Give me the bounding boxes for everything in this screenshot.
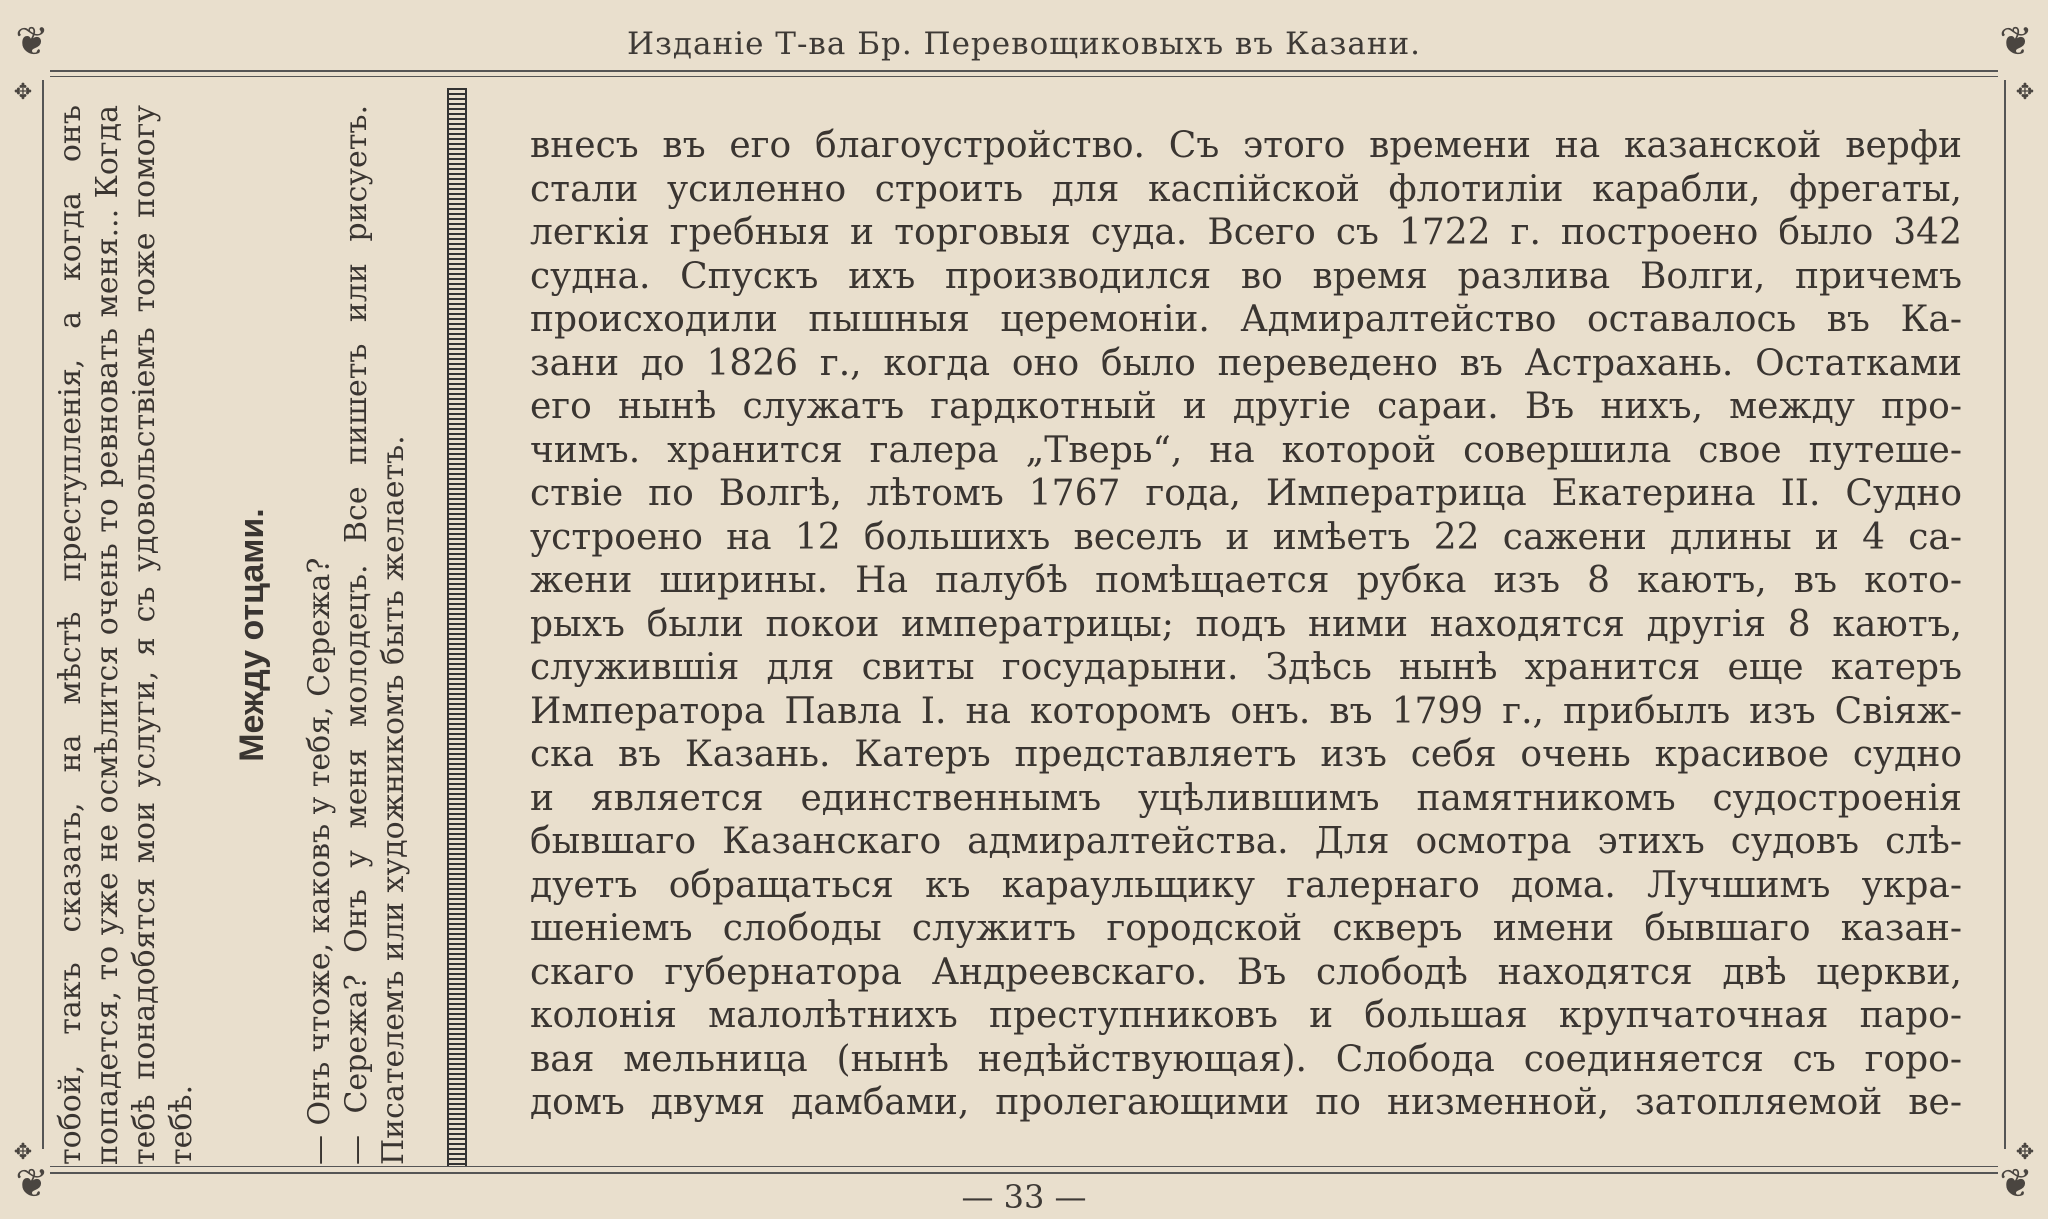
text-line: скаго губернатора Андреевскаго. Въ слободѣ находятся двѣ церкви,: [530, 951, 1962, 993]
text-line: Императора Павла I. на которомъ онъ. въ 1799 г., прибылъ изъ Свiяж-: [530, 690, 1962, 732]
text-line: рыхъ были покои императрицы; подъ ними находятся другiя 8 каютъ,: [530, 603, 1962, 645]
top-rule: [50, 70, 1998, 72]
text-line: вая мельница (нынѣ недѣйствующая). Слобода соединяется съ горо-: [530, 1038, 1962, 1080]
text-line: легкiя гребныя и торговыя суда. Всего съ 1722 г. построено было 342: [530, 212, 1962, 253]
text-line: домъ двумя дамбами, пролегающими по низменной, затопляемой ве-: [530, 1082, 1962, 1123]
text-line: жени ширины. На палубѣ помѣщается рубка изъ 8 каютъ, въ кото-: [530, 560, 1962, 601]
left-rule: [42, 80, 44, 1149]
corner-ornament-icon: ❦: [15, 19, 49, 65]
text-line: служившiя для свиты государыни. Здѣсь нынѣ хранится еще катеръ: [530, 647, 1962, 688]
dialogue-line: — Сережа? Онъ у меня молодецъ. Все пишетъ или рисуетъ. Писателемъ или художникомъ быть желаетъ.: [339, 105, 411, 1165]
bottom-rule: [50, 1172, 1998, 1174]
text-line: его нынѣ служатъ гардкотный и другiе сараи. Въ нихъ, между про-: [530, 386, 1962, 427]
corner-ornament-icon: ❦: [1999, 19, 2033, 65]
left-paragraph: тобой, такъ сказать, на мѣстѣ преступленiя, а когда онъ попадется, то уже не осмѣлится очень то ревновать меня... Когда тебѣ понадобятся мои услуги, я съ удовольствiемъ тоже помогу тебѣ.: [53, 105, 199, 1165]
corner-ornament-icon: ❦: [15, 1161, 49, 1207]
text-line: судна. Спускъ ихъ производился во время разлива Волги, причемъ: [530, 255, 1962, 297]
corner-ornament-icon: ❦: [1999, 1161, 2033, 1207]
page-header: Изданiе Т-ва Бр. Перевощиковыхъ въ Казани.: [626, 26, 1422, 62]
text-line: ствiе по Волгѣ, лѣтомъ 1767 года, Императрица Екатерина II. Судно: [530, 473, 1962, 514]
left-rotated-column: [52, 105, 422, 1165]
edge-ornament-icon: ✥: [13, 1140, 33, 1165]
text-line: зани до 1826 г., когда оно было переведено въ Астрахань. Остатками: [530, 342, 1962, 384]
text-line: дуетъ обращаться къ караульщику галернаго дома. Лучшимъ укра-: [530, 864, 1962, 906]
text-line: колонiя малолѣтнихъ преступниковъ и большая крупчаточная паро-: [530, 995, 1962, 1036]
text-line: ска въ Казань. Катеръ представляетъ изъ себя очень красивое судно: [530, 734, 1962, 775]
top-rule-thin: [50, 76, 1998, 77]
column-divider: [447, 88, 467, 1166]
text-line: чимъ. хранится галера „Тверь“, на которой совершила свое путеше-: [530, 429, 1962, 471]
main-text-column: [530, 124, 1962, 1125]
text-line: стали усиленно строить для каспiйской флотилiи карабли, фрегаты,: [530, 168, 1962, 210]
page-number: — 33 —: [961, 1178, 1087, 1216]
text-line: устроено на 12 большихъ веселъ и имѣетъ 22 сажени длины и 4 са-: [530, 516, 1962, 558]
section-heading: Между отцами.: [233, 508, 271, 762]
edge-ornament-icon: ✥: [13, 80, 33, 105]
right-rule: [2004, 80, 2006, 1149]
edge-ornament-icon: ✥: [2015, 80, 2035, 105]
text-line: шенiемъ слободы служитъ городской скверъ имени бывшаго казан-: [530, 908, 1962, 949]
text-line: внесъ въ его благоустройство. Съ этого времени на казанской верфи: [530, 125, 1962, 166]
edge-ornament-icon: ✥: [2015, 1140, 2035, 1165]
text-line: и является единственнымъ уцѣлившимъ памятникомъ судостроенiя: [530, 777, 1962, 819]
text-line: бывшаго Казанскаго адмиралтейства. Для осмотра этихъ судовъ слѣ-: [530, 821, 1962, 862]
bottom-rule-thin: [50, 1166, 1998, 1167]
text-line: происходили пышныя церемонiи. Адмиралтейство оставалось въ Ка-: [530, 299, 1962, 340]
dialogue-line: — Онъ чтоже, каковъ у тебя, Сережа?: [302, 557, 337, 1165]
